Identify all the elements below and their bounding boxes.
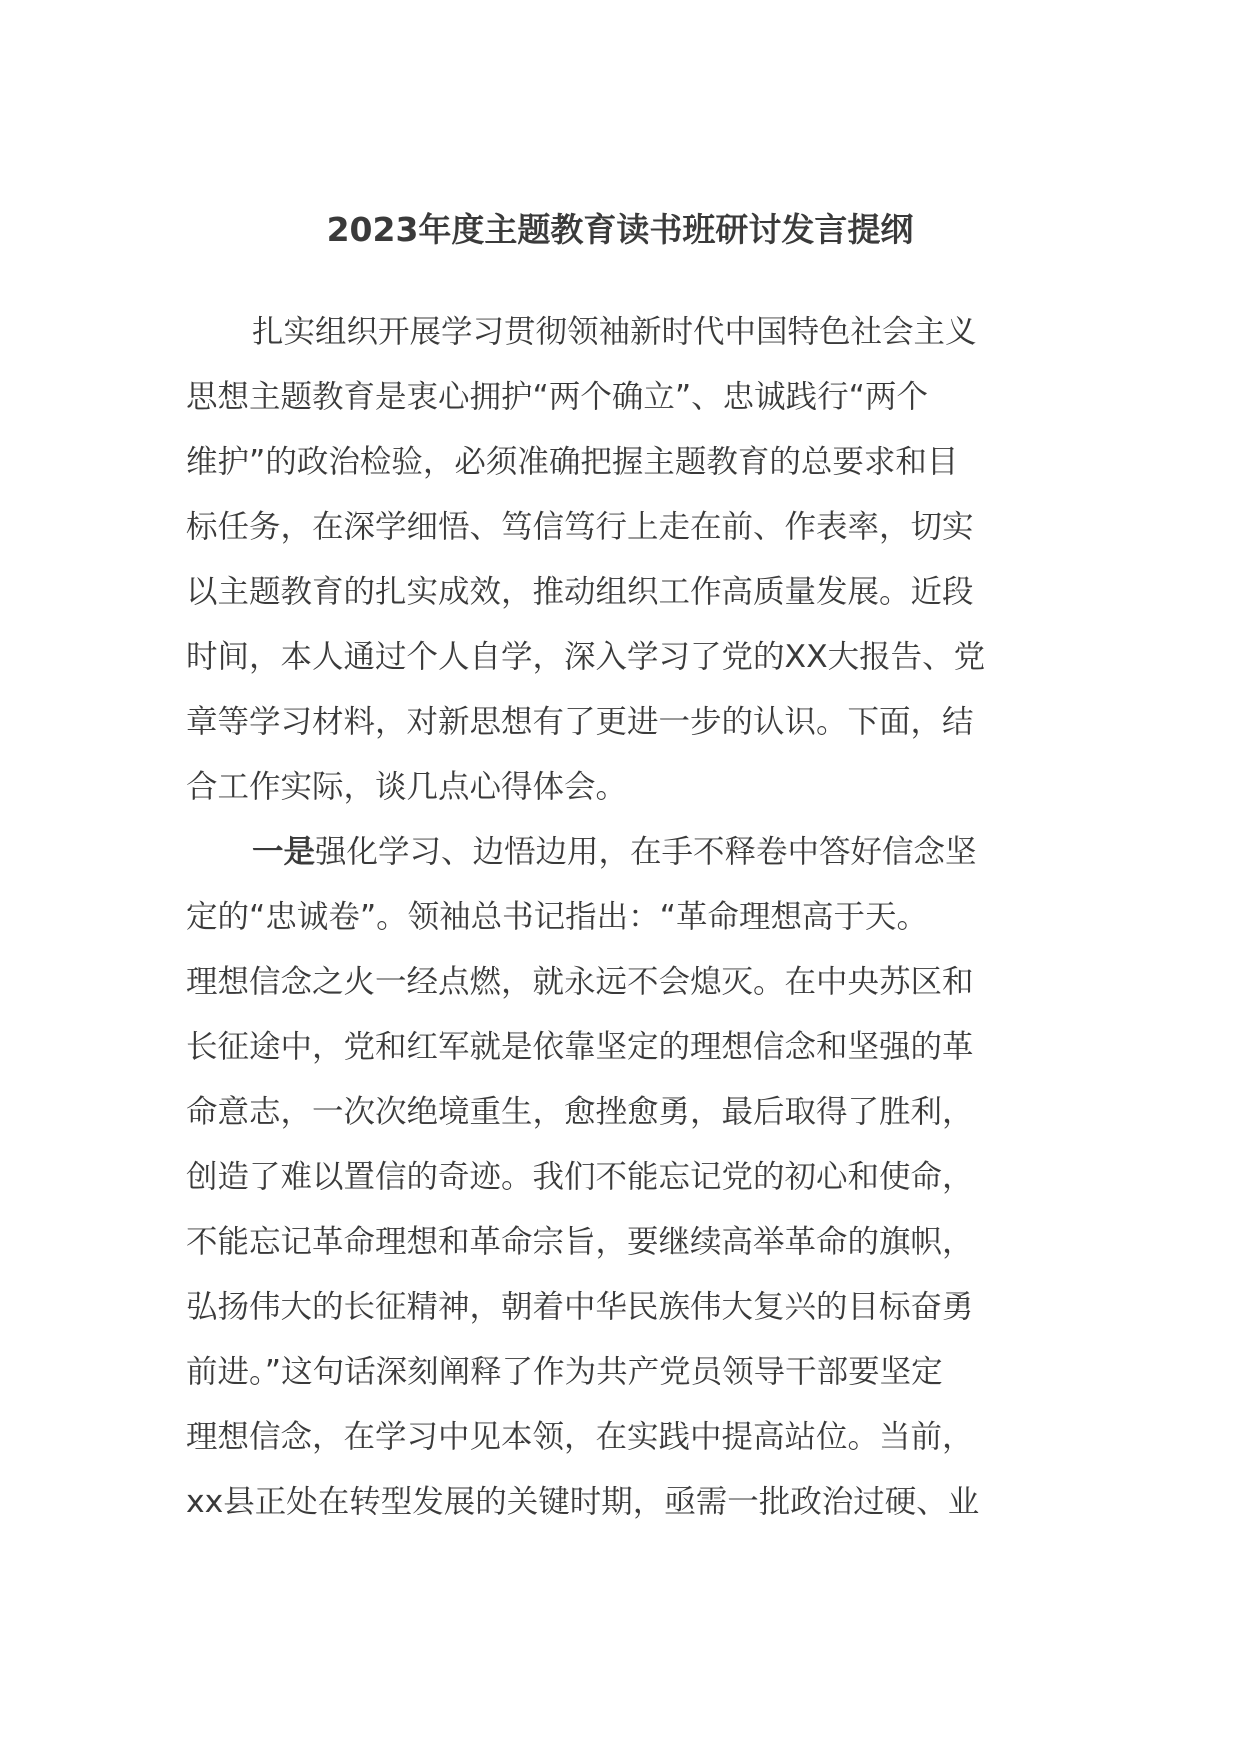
paragraph-line: 长征途中，党和红军就是依靠坚定的理想信念和坚强的革 xyxy=(186,1029,974,1065)
paragraph-line: 以主题教育的扎实成效，推动组织工作高质量发展。近段 xyxy=(186,574,974,610)
paragraph-intro xyxy=(186,300,1061,820)
paragraph-line: 弘扬伟大的长征精神，朝着中华民族伟大复兴的目标奋勇 xyxy=(186,1289,974,1325)
paragraph-first-line xyxy=(186,820,1061,885)
paragraph-line: 创造了难以置信的奇迹。我们不能忘记党的初心和使命， xyxy=(186,1159,974,1195)
document-title: 2023年度主题教育读书班研讨发言提纲 xyxy=(326,210,914,249)
document-body xyxy=(186,300,1061,1535)
paragraph-line: xx县正处在转型发展的关键时期，亟需一批政治过硬、业 xyxy=(186,1484,980,1520)
paragraph-line: 前进。”这句话深刻阐释了作为共产党员领导干部要坚定 xyxy=(186,1354,943,1390)
paragraph-line: 合工作实际，谈几点心得体会。 xyxy=(186,769,628,805)
paragraph-line: 标任务，在深学细悟、笃信笃行上走在前、作表率，切实 xyxy=(186,509,974,545)
paragraph-line: 不能忘记革命理想和革命宗旨，要继续高举革命的旗帜， xyxy=(186,1224,974,1260)
paragraph-line: 扎实组织开展学习贯彻领袖新时代中国特色社会主义 xyxy=(252,314,977,350)
paragraph-line: 命意志，一次次绝境重生，愈挫愈勇，最后取得了胜利， xyxy=(186,1094,974,1130)
paragraph-line: 理想信念，在学习中见本领，在实践中提高站位。当前， xyxy=(186,1419,974,1455)
point-lead-label: 一是 xyxy=(252,834,316,870)
paragraph-line: 理想信念之火一经点燃，就永远不会熄灭。在中央苏区和 xyxy=(186,964,974,1000)
paragraph-line: 维护”的政治检验，必须准确把握主题教育的总要求和目 xyxy=(186,444,959,480)
paragraph-line: 时间，本人通过个人自学，深入学习了党的XX大报告、党 xyxy=(186,639,986,675)
paragraph-point-one xyxy=(186,820,1061,1535)
paragraph-line: 思想主题教育是衷心拥护“两个确立”、忠诚践行“两个 xyxy=(186,379,928,415)
paragraph-line-text: 强化学习、边悟边用，在手不释卷中答好信念坚 xyxy=(315,834,977,870)
paragraph-line: 章等学习材料，对新思想有了更进一步的认识。下面，结 xyxy=(186,704,974,740)
paragraph-line: 定的“忠诚卷”。领袖总书记指出：“革命理想高于天。 xyxy=(186,899,928,935)
